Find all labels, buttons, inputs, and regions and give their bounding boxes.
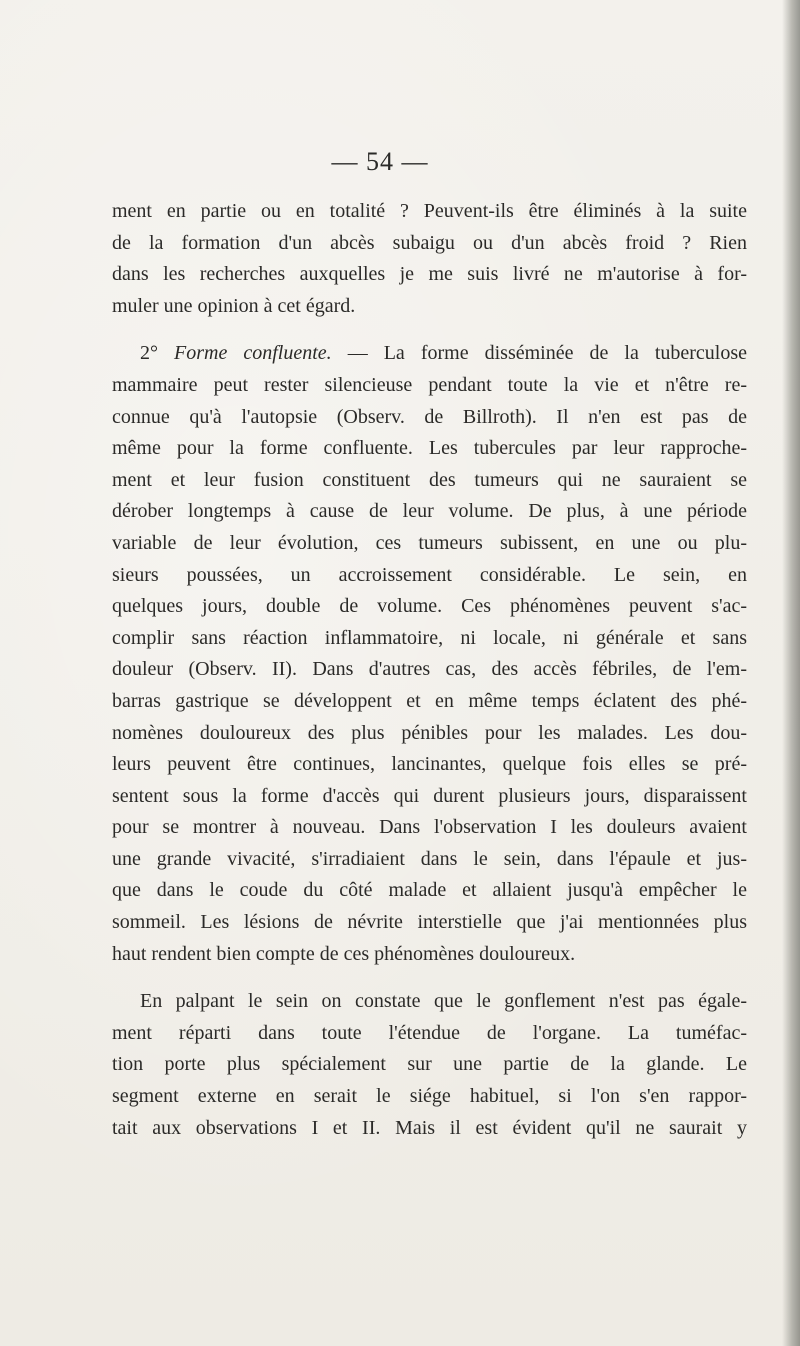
text-line: variable de leur évolution, ces tumeurs subissent, en une ou plu- — [112, 531, 747, 554]
paragraph-1 — [112, 196, 747, 322]
text-line: que dans le coude du côté malade et allaient jusqu'à empêcher le — [112, 879, 747, 902]
text-line: segment externe en serait le siége habituel, si l'on s'en rappor- — [112, 1085, 747, 1108]
text-line: quelques jours, double de volume. Ces phénomènes peuvent s'ac- — [112, 595, 747, 618]
text-line: ment réparti dans toute l'étendue de l'organe. La tuméfac- — [112, 1021, 747, 1044]
paragraph-2 — [112, 338, 747, 970]
text-line: même pour la forme confluente. Les tubercules par leur rapproche- — [112, 437, 747, 460]
text-line: — La forme disséminée de la tuberculose — [347, 342, 748, 365]
text-line: sentent sous la forme d'accès qui durent plusieurs jours, disparaissent — [112, 784, 747, 807]
text-line: tait aux observations I et II. Mais il est évident qu'il ne saurait y — [112, 1116, 747, 1139]
text-line: muler une opinion à cet égard. — [112, 294, 356, 317]
page-edge-shadow — [782, 0, 800, 1346]
text-line: sommeil. Les lésions de névrite interstielle que j'ai mentionnées plus — [112, 911, 747, 934]
text-line: ment en partie ou en totalité ? Peuvent-ils être éliminés à la suite — [112, 200, 747, 222]
section-number: 2° — [140, 342, 158, 365]
text-line: connue qu'à l'autopsie (Observ. de Billroth). Il n'en est pas de — [112, 405, 747, 428]
paragraph-3 — [112, 986, 747, 1144]
text-line: tion porte plus spécialement sur une partie de la glande. Le — [112, 1053, 747, 1076]
text-line: une grande vivacité, s'irradiaient dans le sein, dans l'épaule et jus- — [112, 847, 747, 870]
text-line: leurs peuvent être continues, lancinantes, quelque fois elles se pré- — [112, 753, 747, 776]
text-line: barras gastrique se développent et en même temps éclatent des phé- — [112, 689, 747, 712]
text-line: dans les recherches auxquelles je me suis livré ne m'autorise à for- — [112, 263, 747, 286]
text-line: sieurs poussées, un accroissement considérable. Le sein, en — [112, 563, 747, 586]
text-line: pour se montrer à nouveau. Dans l'observation I les douleurs avaient — [112, 816, 747, 839]
text-line: mammaire peut rester silencieuse pendant toute la vie et n'être re- — [112, 373, 747, 396]
text-line: dérober longtemps à cause de leur volume. De plus, à une période — [112, 500, 747, 523]
text-line: ment et leur fusion constituent des tumeurs qui ne sauraient se — [112, 468, 747, 491]
text-line-heading — [112, 338, 747, 370]
text-line: complir sans réaction inflammatoire, ni locale, ni générale et sans — [112, 626, 747, 649]
body-text — [112, 196, 747, 1144]
page-number: — 54 — — [331, 147, 429, 176]
text-line: En palpant le sein on constate que le gonflement n'est pas égale- — [140, 990, 747, 1013]
text-line: de la formation d'un abcès subaigu ou d'un abcès froid ? Rien — [112, 231, 747, 254]
text-line: haut rendent bien compte de ces phénomènes douloureux. — [112, 942, 576, 965]
text-line: nomènes douloureux des plus pénibles pour les malades. Les dou- — [112, 721, 747, 744]
section-title: Forme confluente. — [174, 342, 332, 365]
text-line: douleur (Observ. II). Dans d'autres cas, des accès fébriles, de l'em- — [112, 658, 747, 681]
